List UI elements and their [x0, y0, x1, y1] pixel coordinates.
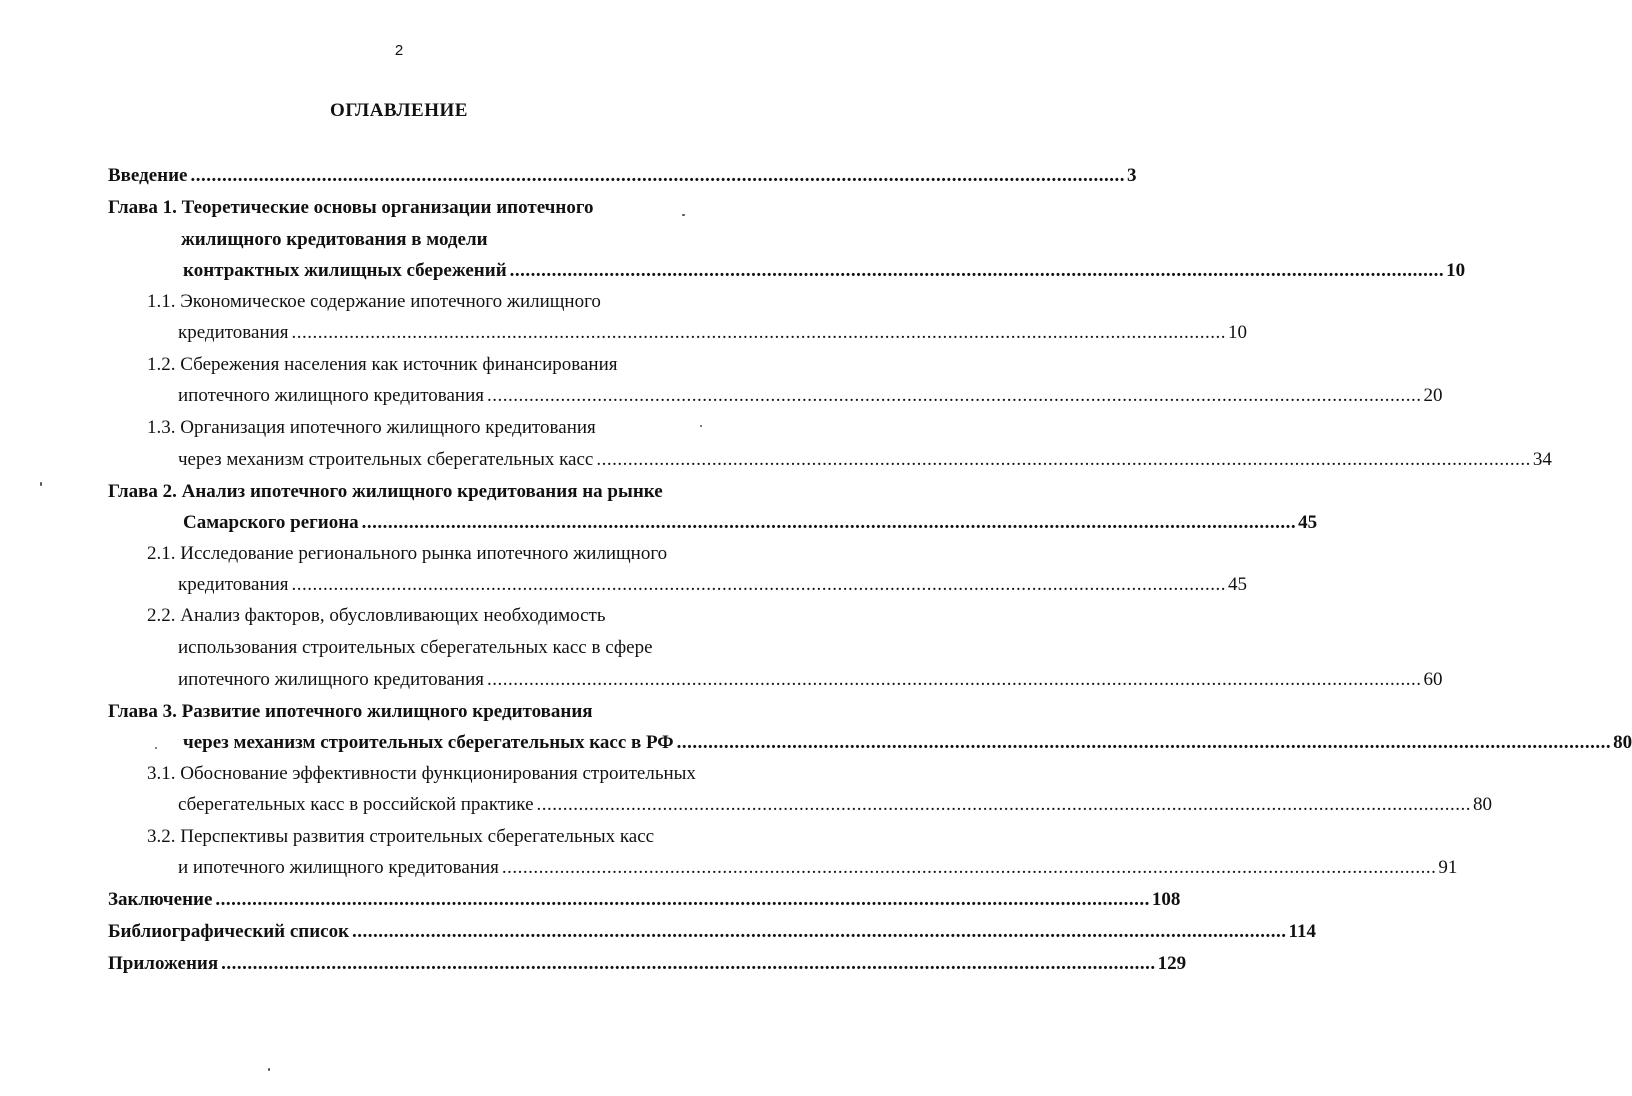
- toc-section-3-2-line-2: [178, 856, 1458, 880]
- page-number: 2: [394, 42, 404, 59]
- toc-entry-conclusion: [108, 888, 1181, 912]
- toc-page-number: 60: [1423, 669, 1443, 690]
- toc-entry-label: через механизм строительных сберегательных касс: [178, 449, 594, 470]
- toc-entry-label: Приложения: [108, 953, 219, 974]
- toc-entry-label: Самарского региона: [183, 512, 359, 533]
- scan-speck: [268, 1068, 270, 1071]
- page-title: ОГЛАВЛЕНИЕ: [330, 100, 468, 121]
- leader-dots: ..................................................................................................................................................................................: [536, 794, 1471, 815]
- toc-section-3-1-line-1: 3.1. Обоснование эффективности функционирования строительных: [147, 763, 696, 784]
- toc-section-3-2-line-1: 3.2. Перспективы развития строительных сберегательных касс: [147, 826, 655, 847]
- toc-chapter-1-line-3: [183, 259, 1466, 283]
- toc-entry-label: Введение: [108, 165, 188, 186]
- leader-dots: ..................................................................................................................................................................................: [291, 574, 1227, 595]
- toc-entry-label: ипотечного жилищного кредитования: [178, 385, 484, 406]
- leader-dots: ..................................................................................................................................................................................: [487, 385, 1422, 406]
- toc-page-number: 10: [1228, 322, 1248, 343]
- toc-page-number: 34: [1532, 449, 1552, 470]
- leader-dots: ..................................................................................................................................................................................: [215, 889, 1150, 910]
- toc-entry-appendix: [108, 952, 1187, 976]
- toc-chapter-1-line-1: Глава 1. Теоретические основы организации ипотечного: [108, 197, 594, 218]
- toc-page-number: 45: [1298, 512, 1318, 533]
- toc-page-number: 114: [1288, 921, 1316, 942]
- toc-entry-label: и ипотечного жилищного кредитования: [178, 857, 499, 878]
- leader-dots: ..................................................................................................................................................................................: [501, 857, 1437, 878]
- scan-speck: [682, 214, 685, 216]
- toc-page-number: 80: [1473, 794, 1492, 815]
- toc-page-number: 80: [1613, 732, 1632, 753]
- leader-dots: ..................................................................................................................................................................................: [596, 449, 1531, 470]
- leader-dots: ..................................................................................................................................................................................: [291, 322, 1227, 343]
- toc-page-number: 20: [1423, 385, 1443, 406]
- toc-entry-bibliography: [108, 920, 1316, 944]
- toc-chapter-1-line-2: жилищного кредитования в модели: [181, 229, 488, 250]
- toc-section-2-2-line-3: [178, 668, 1443, 692]
- toc-chapter-3-line-2: [183, 731, 1632, 755]
- toc-entry-label: Заключение: [108, 889, 213, 910]
- toc-page-number: 10: [1446, 260, 1466, 281]
- toc-entry-label: сберегательных касс в российской практике: [178, 794, 534, 815]
- toc-section-2-1-line-1: 2.1. Исследование регионального рынка ипотечного жилищного: [147, 543, 668, 564]
- leader-dots: ..................................................................................................................................................................................: [221, 953, 1156, 974]
- toc-section-1-2-line-1: 1.2. Сбережения населения как источник финансирования: [147, 354, 618, 375]
- toc-page-number: 91: [1438, 857, 1458, 878]
- toc-entry-label: кредитования: [178, 574, 289, 595]
- toc-page-number: 3: [1127, 165, 1137, 186]
- leader-dots: ..................................................................................................................................................................................: [190, 165, 1125, 186]
- toc-section-3-1-line-2: [178, 793, 1492, 817]
- leader-dots: ..................................................................................................................................................................................: [487, 669, 1422, 690]
- scan-speck: [700, 425, 702, 427]
- toc-section-2-2-line-2: использования строительных сберегательных касс в сфере: [178, 637, 653, 658]
- toc-section-1-3-line-1: 1.3. Организация ипотечного жилищного кредитования: [147, 417, 596, 438]
- leader-dots: ..................................................................................................................................................................................: [352, 921, 1287, 942]
- toc-page-number: 129: [1157, 953, 1187, 974]
- toc-section-1-2-line-2: [178, 384, 1443, 408]
- toc-chapter-2-line-1: Глава 2. Анализ ипотечного жилищного кредитования на рынке: [108, 481, 663, 502]
- toc-chapter-2-line-2: [183, 511, 1318, 535]
- toc-page-number: 45: [1228, 574, 1248, 595]
- leader-dots: ..................................................................................................................................................................................: [509, 260, 1445, 281]
- scan-speck: [155, 747, 157, 749]
- toc-entry-label: контрактных жилищных сбережений: [183, 260, 507, 281]
- toc-page-number: 108: [1151, 889, 1181, 910]
- toc-entry-label: кредитования: [178, 322, 289, 343]
- leader-dots: ..................................................................................................................................................................................: [361, 512, 1297, 533]
- toc-entry-intro: [108, 164, 1137, 188]
- toc-section-2-2-line-1: 2.2. Анализ факторов, обусловливающих необходимость: [147, 605, 606, 626]
- toc-entry-label: через механизм строительных сберегательных касс в РФ: [183, 732, 674, 753]
- toc-section-1-1-line-2: [178, 321, 1248, 345]
- toc-section-1-1-line-1: 1.1. Экономическое содержание ипотечного жилищного: [147, 291, 601, 312]
- toc-entry-label: Библиографический список: [108, 921, 350, 942]
- toc-section-1-3-line-2: [178, 448, 1552, 472]
- toc-chapter-3-line-1: Глава 3. Развитие ипотечного жилищного кредитования: [108, 701, 593, 722]
- toc-section-2-1-line-2: [178, 573, 1248, 597]
- leader-dots: ..................................................................................................................................................................................: [676, 732, 1612, 753]
- toc-entry-label: ипотечного жилищного кредитования: [178, 669, 484, 690]
- scan-speck: [40, 482, 42, 486]
